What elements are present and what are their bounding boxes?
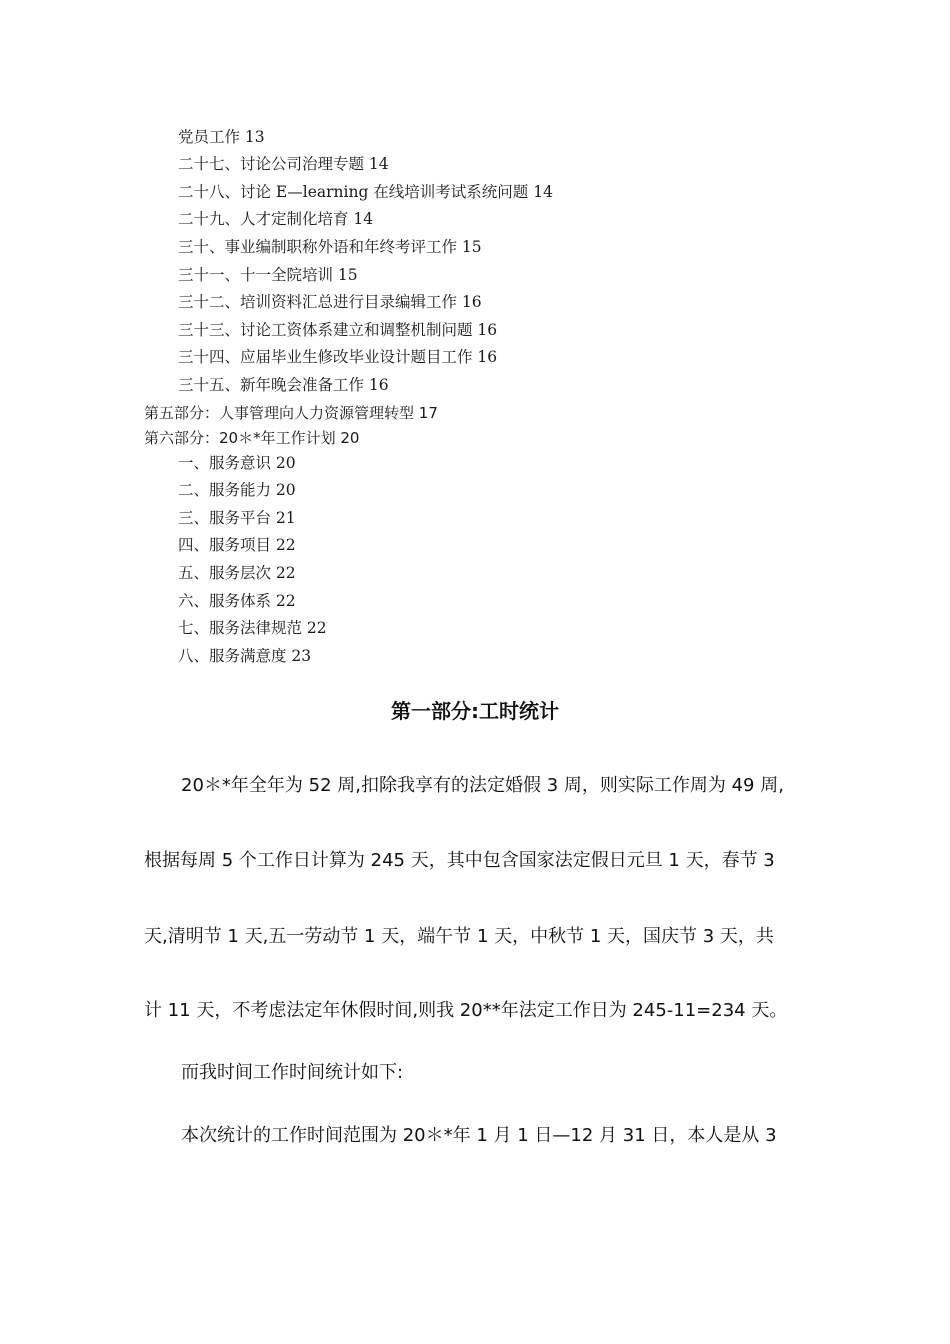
toc-entry: 二十九、人才定制化培育 14	[178, 210, 374, 228]
toc-entry: 五、服务层次 22	[178, 564, 296, 582]
paragraph-line: 20＊*年全年为 52 周,扣除我享有的法定婚假 3 周，则实际工作周为 49 周,	[181, 775, 784, 796]
toc-entry: 三十三、讨论工资体系建立和调整机制问题 16	[178, 321, 498, 339]
paragraph-line: 天,清明节 1 天,五一劳动节 1 天，端午节 1 天，中秋节 1 天，国庆节 3 天，共	[144, 926, 774, 947]
paragraph-line: 而我时间工作时间统计如下:	[181, 1062, 404, 1083]
toc-entry: 二十八、讨论 E—learning 在线培训考试系统问题 14	[178, 183, 553, 201]
toc-entry: 三十、事业编制职称外语和年终考评工作 15	[178, 238, 482, 256]
paragraph-line: 计 11 天，不考虑法定年休假时间,则我 20**年法定工作日为 245-11=234 天。	[144, 1000, 788, 1021]
section-heading: 第一部分:工时统计	[391, 699, 559, 723]
toc-part-entry: 第六部分：20＊*年工作计划 20	[144, 429, 360, 447]
toc-entry: 七、服务法律规范 22	[178, 619, 327, 637]
toc-entry: 八、服务满意度 23	[178, 647, 312, 665]
toc-entry: 二、服务能力 20	[178, 481, 296, 499]
toc-entry: 二十七、讨论公司治理专题 14	[178, 155, 389, 173]
toc-entry: 三十四、应届毕业生修改毕业设计题目工作 16	[178, 348, 498, 366]
toc-entry: 六、服务体系 22	[178, 592, 296, 610]
toc-entry: 四、服务项目 22	[178, 536, 296, 554]
toc-part-entry: 第五部分：人事管理向人力资源管理转型 17	[144, 404, 438, 422]
toc-entry: 三十一、十一全院培训 15	[178, 266, 358, 284]
toc-entry: 一、服务意识 20	[178, 454, 296, 472]
paragraph-line: 本次统计的工作时间范围为 20＊*年 1 月 1 日—12 月 31 日，本人是从 3	[181, 1125, 777, 1146]
toc-entry: 三十二、培训资料汇总进行目录编辑工作 16	[178, 293, 482, 311]
paragraph-line: 根据每周 5 个工作日计算为 245 天，其中包含国家法定假日元旦 1 天，春节 3	[144, 850, 775, 871]
toc-entry: 三十五、新年晚会准备工作 16	[178, 376, 389, 394]
toc-entry: 三、服务平台 21	[178, 509, 296, 527]
toc-entry: 党员工作 13	[178, 128, 265, 146]
